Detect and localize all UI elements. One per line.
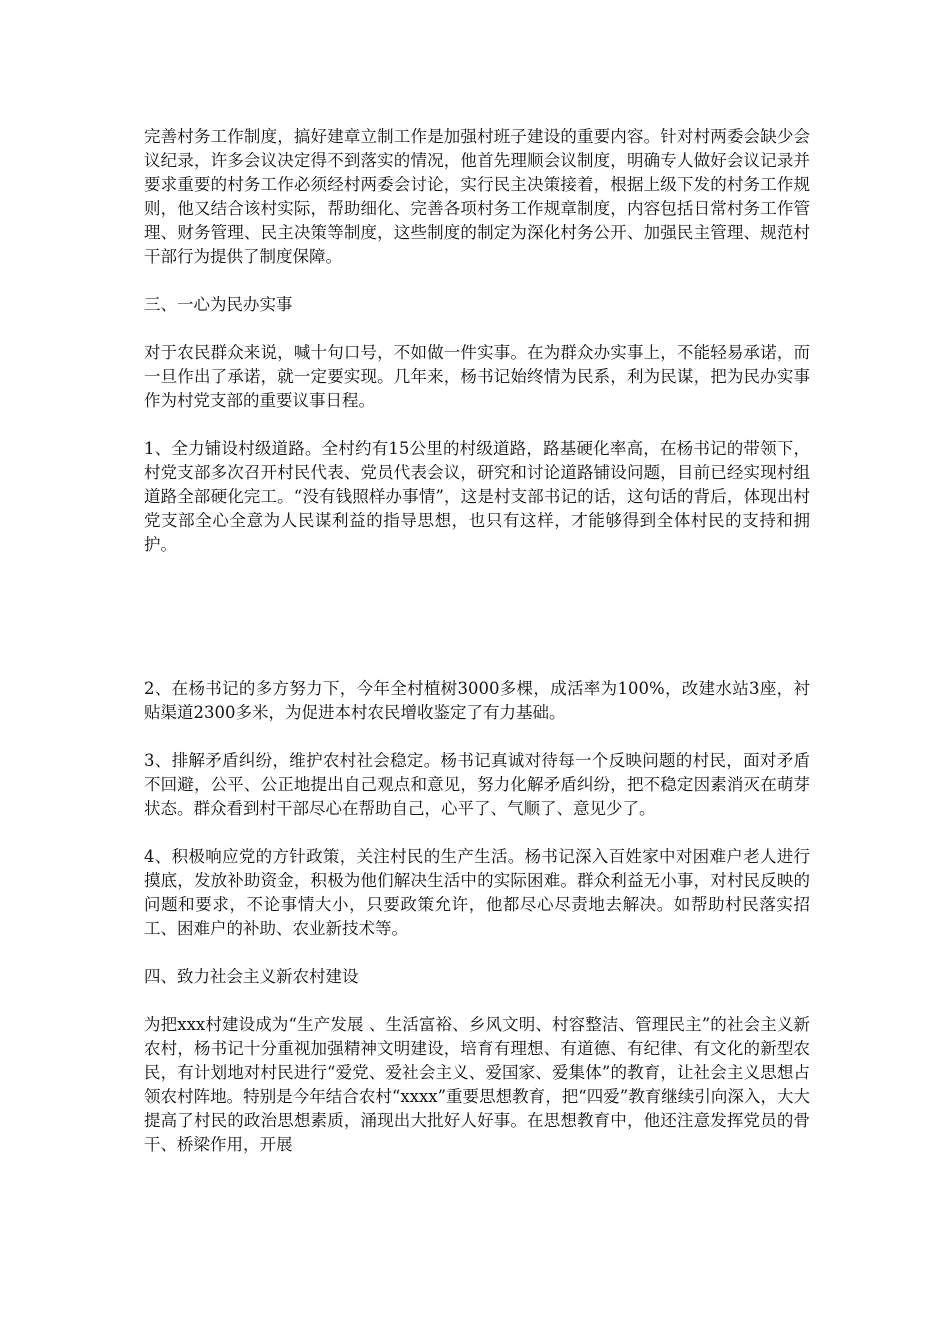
paragraph-village-rules: 完善村务工作制度，搞好建章立制工作是加强村班子建设的重要内容。针对村两委会缺少会议纪录，许多会议决定得不到落实的情况，他首先理顺会议制度，明确专人做好会议记录并要求重要的村务工作必须经村两委会讨论，实行民主决策接着，根据上级下发的村务工作规则，他又结合该村实际，帮助细化、完善各项村务工作规章制度，内容包括日常村务工作管理、财务管理、民主决策等制度，这些制度的制定为深化村务公开、加强民主管理、规范村干部行为提供了制度保障。 xyxy=(144,127,810,266)
paragraph-practical-work: 对于农民群众来说，喊十句口号，不如做一件实事。在为群众办实事上，不能轻易承诺，而一旦作出了承诺，就一定要实现。几年来，杨书记始终情为民系，利为民谋，把为民办实事作为村党支部的重要议事日程。 xyxy=(144,343,810,410)
paragraph-item-2-trees: 2、在杨书记的多方努力下，今年全村植树3000多棵，成活率为100%，改建水站3座，衬贴渠道2300多米，为促进本村农民增收鉴定了有力基础。 xyxy=(144,679,810,722)
document-body xyxy=(144,125,810,1181)
blank-gap xyxy=(144,581,810,677)
paragraph-item-1-roads: 1、全力铺设村级道路。全村约有15公里的村级道路，路基硬化率高，在杨书记的带领下，村党支部多次召开村民代表、党员代表会议，研究和讨论道路铺设问题，目前已经实现村组道路全部硬化完工。“没有钱照样办事情”，这是村支部书记的话，这句话的背后，体现出村党支部全心全意为人民谋利益的指导思想，也只有这样，才能够得到全体村民的支持和拥护。 xyxy=(144,439,810,554)
section-heading-4: 四、致力社会主义新农村建设 xyxy=(144,967,359,986)
paragraph-new-countryside: 为把xxx村建设成为“生产发展 、生活富裕、乡风文明、村容整洁、管理民主”的社会主义新农村，杨书记十分重视加强精神文明建设，培育有理想、有道德、有纪律、有文化的新型农民，有计划地对村民进行“爱党、爱社会主义、爱国家、爱集体”的教育，让社会主义思想占领农村阵地。特别是今年结合农村“xxxx”重要思想教育，把“四爱”教育继续引向深入，大大提高了村民的政治思想素质，涌现出大批好人好事。在思想教育中，他还注意发挥党员的骨干、桥梁作用，开展 xyxy=(144,1015,810,1154)
section-heading-3: 三、一心为民办实事 xyxy=(144,295,293,314)
paragraph-item-3-disputes: 3、排解矛盾纠纷，维护农村社会稳定。杨书记真诚对待每一个反映问题的村民，面对矛盾不回避，公平、公正地提出自己观点和意见，努力化解矛盾纠纷，把不稳定因素消灭在萌芽状态。群众看到村干部尽心在帮助自己，心平了、气顺了、意见少了。 xyxy=(144,751,810,818)
paragraph-item-4-policies: 4、积极响应党的方针政策，关注村民的生产生活。杨书记深入百姓家中对困难户老人进行摸底，发放补助资金，积极为他们解决生活中的实际困难。群众利益无小事，对村民反映的问题和要求，不论事情大小，只要政策允许，他都尽心尽责地去解决。如帮助村民落实招工、困难户的补助、农业新技术等。 xyxy=(144,847,810,938)
